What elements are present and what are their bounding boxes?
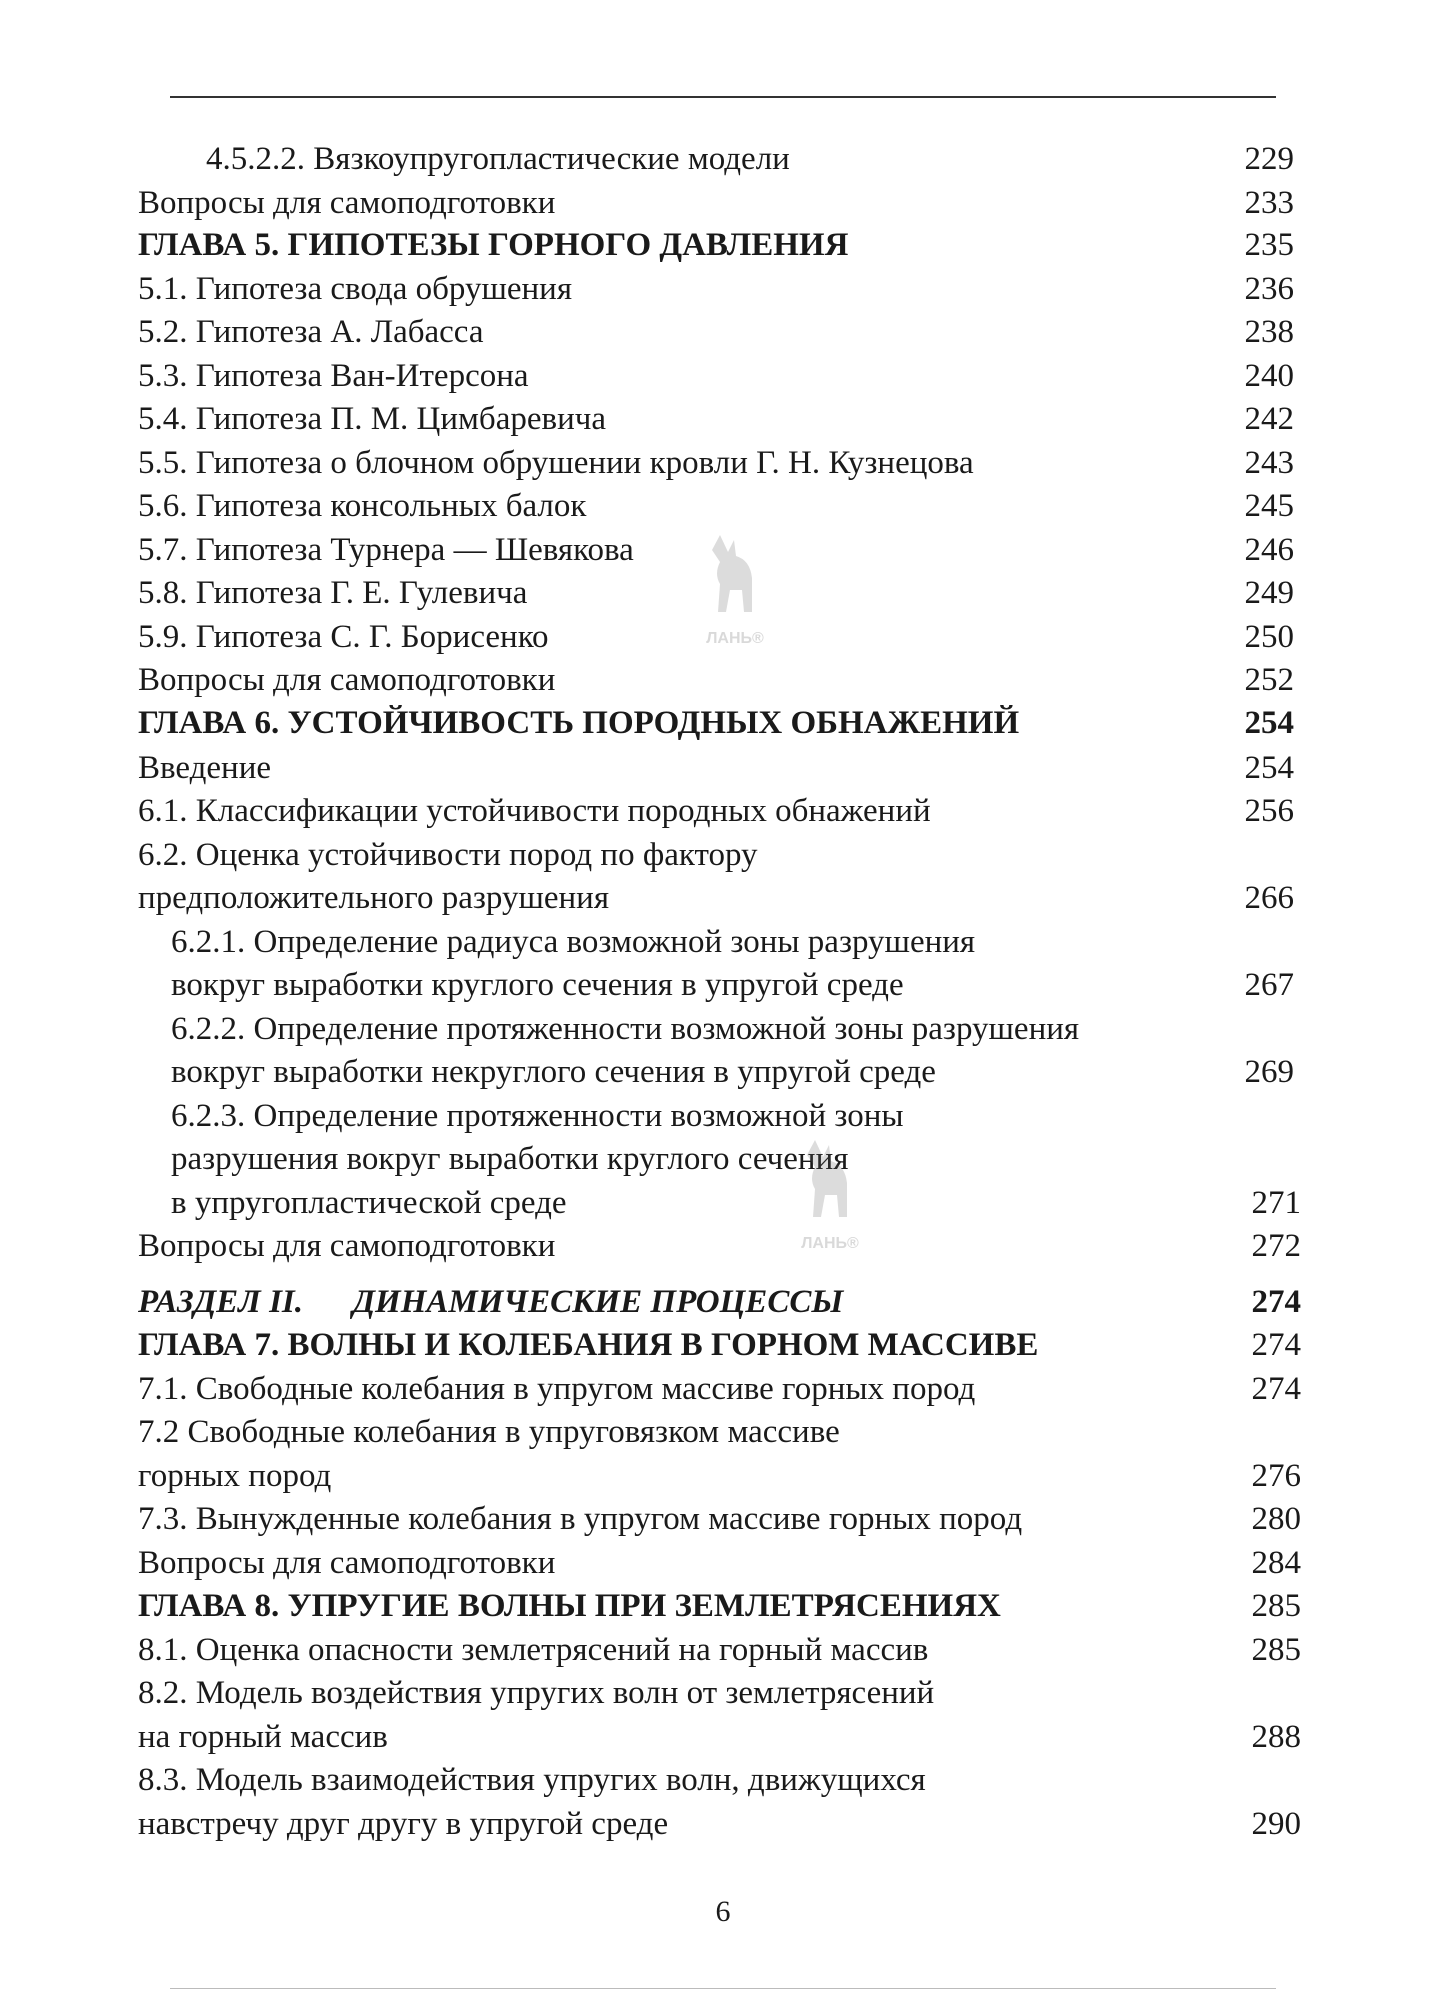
- toc-entry: [138, 658, 1294, 702]
- toc-entry: [138, 1628, 1301, 1672]
- toc-entry: [138, 181, 1294, 225]
- toc-entry: [171, 1181, 1301, 1225]
- toc-entry-title: предположительного разрушения: [138, 880, 610, 916]
- toc-entry-page: 285: [1251, 1588, 1301, 1624]
- toc-entry-title: 6.2.3. Определение протяженности возможной зоны: [171, 1098, 904, 1134]
- toc-entry-title: 5.1. Гипотеза свода обрушения: [138, 271, 573, 307]
- toc-chapter-heading: [138, 1584, 1301, 1628]
- toc-entry-title: 7.1. Свободные колебания в упругом массиве горных пород: [138, 1371, 976, 1407]
- toc-entry-page: 271: [1251, 1185, 1301, 1221]
- toc-entry-page: 233: [1244, 185, 1294, 221]
- toc-entry: [138, 441, 1294, 485]
- toc-section-heading: [138, 1280, 1301, 1324]
- bottom-rule: [170, 1988, 1276, 1989]
- toc-entry-page: 246: [1244, 532, 1294, 568]
- toc-entry-title: в упругопластической среде: [171, 1185, 567, 1221]
- toc-entry: [171, 1137, 1301, 1181]
- toc-entry-title: 5.7. Гипотеза Турнера — Шевякова: [138, 532, 634, 568]
- toc-entry: [138, 1541, 1301, 1585]
- toc-entry-page: 266: [1244, 880, 1294, 916]
- toc-chapter-heading: [138, 701, 1294, 745]
- toc-entry-page: 240: [1244, 358, 1294, 394]
- toc-entry: [138, 1497, 1301, 1541]
- toc-entry-page: 229: [1244, 141, 1294, 177]
- toc-entry-page: 288: [1251, 1719, 1301, 1755]
- deer-icon: [690, 530, 780, 625]
- toc-entry: [138, 1454, 1301, 1498]
- toc-entry-page: 249: [1244, 575, 1294, 611]
- toc-entry: [171, 920, 1294, 964]
- toc-entry-page: 252: [1244, 662, 1294, 698]
- deer-icon: [785, 1135, 875, 1230]
- toc-entry-page: 267: [1244, 967, 1294, 1003]
- toc-entry: [171, 1007, 1294, 1051]
- toc-entry-title: 8.3. Модель взаимодействия упругих волн, движущихся: [138, 1762, 926, 1798]
- toc-entry: [138, 876, 1294, 920]
- toc-entry-title: навстречу друг другу в упругой среде: [138, 1806, 669, 1842]
- toc-entry-title: 5.3. Гипотеза Ван-Итерсона: [138, 358, 529, 394]
- toc-entry: [138, 1671, 1301, 1715]
- toc-entry: [171, 1050, 1294, 1094]
- toc-entry-title: 6.2.1. Определение радиуса возможной зоны разрушения: [171, 924, 976, 960]
- toc-entry: [138, 354, 1294, 398]
- toc-entry-page: 280: [1251, 1501, 1301, 1537]
- toc-entry-title: 6.2.2. Определение протяженности возможной зоны разрушения: [171, 1011, 1080, 1047]
- toc-entry: [138, 1802, 1301, 1846]
- toc-entry-title: 6.2. Оценка устойчивости пород по фактору: [138, 837, 758, 873]
- toc-entry-title: 5.4. Гипотеза П. М. Цимбаревича: [138, 401, 606, 437]
- toc-entry-page: 242: [1244, 401, 1294, 437]
- toc-entry-title: Введение: [138, 750, 272, 786]
- page-number: 6: [715, 1895, 731, 1928]
- toc-entry: [138, 397, 1294, 441]
- toc-entry-title: 5.2. Гипотеза А. Лабасса: [138, 314, 484, 350]
- toc-entry-title: 5.6. Гипотеза консольных балок: [138, 488, 587, 524]
- toc-entry-title: ГЛАВА 6. УСТОЙЧИВОСТЬ ПОРОДНЫХ ОБНАЖЕНИЙ: [138, 705, 1020, 741]
- toc-entry-title: 7.3. Вынужденные колебания в упругом массиве горных пород: [138, 1501, 1023, 1537]
- toc-entry-title: разрушения вокруг выработки круглого сечения: [171, 1141, 849, 1177]
- toc-entry: [138, 1224, 1301, 1268]
- toc-entry-title: Вопросы для самоподготовки: [138, 662, 556, 698]
- toc-entry-title: 5.9. Гипотеза С. Г. Борисенко: [138, 619, 549, 655]
- toc-entry-title: 8.2. Модель воздействия упругих волн от землетрясений: [138, 1675, 935, 1711]
- watermark-label: ЛАНЬ®: [801, 1235, 859, 1252]
- toc-entry: [171, 1094, 1301, 1138]
- watermark-label: ЛАНЬ®: [706, 630, 764, 647]
- toc-chapter-heading: [138, 223, 1294, 267]
- toc-entry-page: 274: [1251, 1371, 1301, 1407]
- toc-entry-page: 235: [1244, 227, 1294, 263]
- toc-entry: [138, 1367, 1301, 1411]
- toc-entry-page: 236: [1244, 271, 1294, 307]
- toc-entry-title: вокруг выработки круглого сечения в упругой среде: [171, 967, 904, 1003]
- watermark-logo: [785, 1135, 875, 1255]
- toc-entry-title: РАЗДЕЛ II. ДИНАМИЧЕСКИЕ ПРОЦЕССЫ: [138, 1284, 844, 1320]
- toc-entry-page: 254: [1244, 750, 1294, 786]
- toc-entry-title: Вопросы для самоподготовки: [138, 1228, 556, 1264]
- toc-entry: [138, 310, 1294, 354]
- toc-chapter-heading: [138, 1323, 1301, 1367]
- toc-entry-page: 284: [1251, 1545, 1301, 1581]
- toc-entry: [138, 1758, 1301, 1802]
- toc-entry: [138, 1410, 1301, 1454]
- toc-entry-page: 290: [1251, 1806, 1301, 1842]
- toc-entry-title: Вопросы для самоподготовки: [138, 1545, 556, 1581]
- toc-entry-title: 4.5.2.2. Вязкоупругопластические модели: [206, 141, 790, 177]
- toc-entry-title: ГЛАВА 5. ГИПОТЕЗЫ ГОРНОГО ДАВЛЕНИЯ: [138, 227, 849, 263]
- toc-entry: [138, 746, 1294, 790]
- toc-entry-page: 245: [1244, 488, 1294, 524]
- toc-entry: [138, 267, 1294, 311]
- toc-entry-title: вокруг выработки некруглого сечения в упругой среде: [171, 1054, 936, 1090]
- toc-entry-page: 274: [1251, 1284, 1301, 1320]
- toc-entry-page: 276: [1251, 1458, 1301, 1494]
- toc-entry-title: горных пород: [138, 1458, 332, 1494]
- toc-entry-page: 256: [1244, 793, 1294, 829]
- watermark-logo: [690, 530, 780, 650]
- toc-entry: [138, 789, 1294, 833]
- toc-entry-page: 254: [1244, 705, 1294, 741]
- toc-entry-title: Вопросы для самоподготовки: [138, 185, 556, 221]
- toc-entry-title: ГЛАВА 8. УПРУГИЕ ВОЛНЫ ПРИ ЗЕМЛЕТРЯСЕНИЯХ: [138, 1588, 1001, 1624]
- toc-entry-page: 250: [1244, 619, 1294, 655]
- toc-entry-title: 8.1. Оценка опасности землетрясений на горный массив: [138, 1632, 929, 1668]
- toc-entry: [138, 833, 1294, 877]
- toc-entry-page: 274: [1251, 1327, 1301, 1363]
- toc-entry-title: 7.2 Свободные колебания в упруговязком массиве: [138, 1414, 840, 1450]
- toc-entry-page: 238: [1244, 314, 1294, 350]
- toc-entry-title: 6.1. Классификации устойчивости породных обнажений: [138, 793, 931, 829]
- toc-entry: [206, 137, 1294, 181]
- toc-entry: [171, 963, 1294, 1007]
- toc-entry: [138, 1715, 1301, 1759]
- toc-entry-title: на горный массив: [138, 1719, 388, 1755]
- toc-entry-title: 5.8. Гипотеза Г. Е. Гулевича: [138, 575, 528, 611]
- toc-entry-page: 285: [1251, 1632, 1301, 1668]
- toc-entry-title: ГЛАВА 7. ВОЛНЫ И КОЛЕБАНИЯ В ГОРНОМ МАССИВЕ: [138, 1327, 1039, 1363]
- toc-entry-page: 272: [1251, 1228, 1301, 1264]
- toc-entry-page: 243: [1244, 445, 1294, 481]
- toc-entry: [138, 484, 1294, 528]
- toc-entry-title: 5.5. Гипотеза о блочном обрушении кровли Г. Н. Кузнецова: [138, 445, 974, 481]
- toc-entry-page: 269: [1244, 1054, 1294, 1090]
